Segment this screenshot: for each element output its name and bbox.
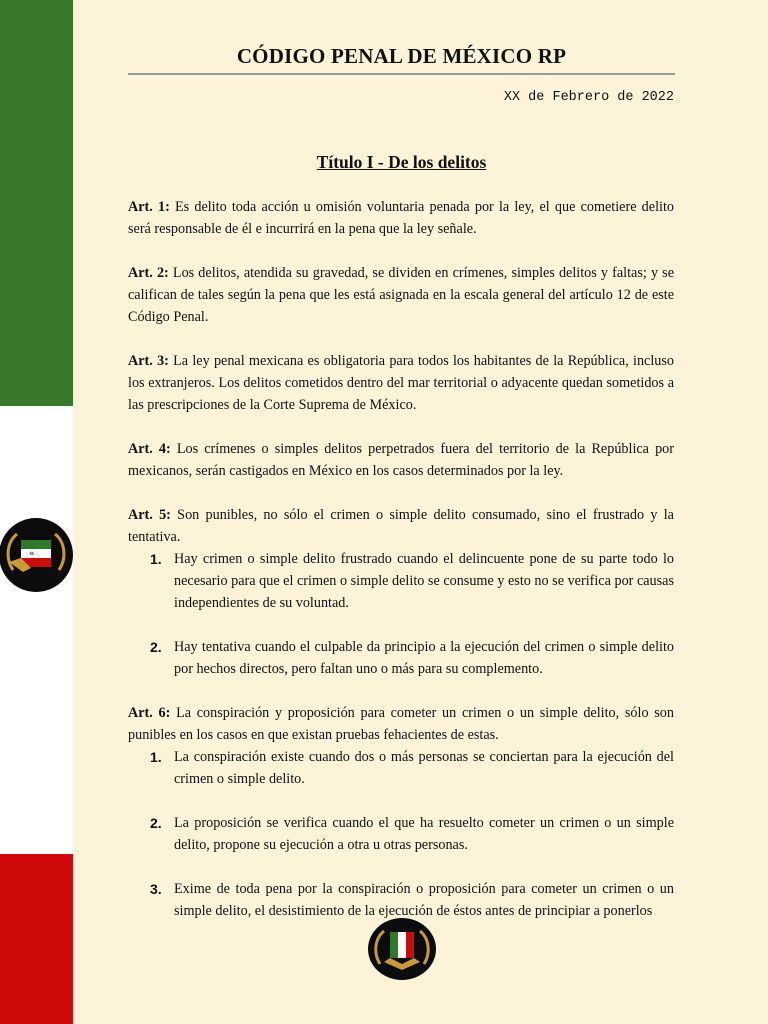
article-text: La conspiración y proposición para cometer un crimen o un simple delito, sólo son punibles en los casos en que existan pruebas fehacientes de estas.: [128, 705, 674, 743]
articles-body: [128, 196, 674, 922]
article-1: [128, 196, 674, 240]
article-text: Los crímenes o simples delitos perpetrados fuera del territorio de la República por mexicanos, serán castigados en México en los casos determinados por la ley.: [128, 441, 674, 479]
section-title: Título I - De los delitos: [316, 152, 487, 172]
list-item: [128, 746, 674, 790]
document-date: XX de Febrero de 2022: [503, 90, 674, 105]
list-number: 2.: [150, 815, 162, 831]
list-item: [128, 878, 674, 922]
article-4: [128, 438, 674, 482]
list-number: 2.: [150, 639, 162, 655]
article-6-list: [128, 746, 674, 922]
document-title: CÓDIGO PENAL DE MÉXICO RP: [236, 44, 567, 68]
article-label: Art. 6:: [128, 705, 171, 721]
article-5-list: [128, 548, 674, 680]
list-item-text: La proposición se verifica cuando el que ha resuelto cometer un crimen o un simple delito, propone su ejecución a otra u otras personas.: [174, 815, 674, 853]
article-text: Los delitos, atendida su gravedad, se dividen en crímenes, simples delitos y faltas; y se califican de tales según la pena que les está asignada en la escala general del artículo 12 de este Código Penal.: [128, 265, 674, 325]
list-item-text: Exime de toda pena por la conspiración o proposición para cometer un crimen o un simple delito, el desistimiento de la ejecución de éstos antes de principiar a ponerlos: [174, 881, 674, 919]
list-number: 1.: [150, 551, 162, 567]
list-item: [128, 812, 674, 856]
emblem-seal-icon: [0, 518, 73, 592]
article-label: Art. 5:: [128, 507, 171, 523]
article-text: Es delito toda acción u omisión voluntaria penada por la ley, el que cometiere delito será responsable de él e incurrirá en la pena que la ley señale.: [128, 199, 674, 237]
list-item-text: Hay crimen o simple delito frustrado cuando el delincuente pone de su parte todo lo necesario para que el crimen o simple delito se consume y esto no se verifica por causas independientes de su voluntad.: [174, 551, 674, 611]
article-2: [128, 262, 674, 328]
list-item-text: Hay tentativa cuando el culpable da principio a la ejecución del crimen o simple delito por hechos directos, pero faltan uno o más para su complemento.: [174, 639, 674, 677]
svg-text:«: «: [29, 549, 35, 559]
article-5: [128, 504, 674, 680]
flag-stripe-white: [0, 406, 73, 854]
article-text: La ley penal mexicana es obligatoria para todos los habitantes de la República, incluso los extranjeros. Los delitos cometidos dentro del mar territorial o adyacente quedan sometidos a las prescripciones de la Corte Suprema de México.: [128, 353, 674, 413]
list-item-text: La conspiración existe cuando dos o más personas se conciertan para la ejecución del crimen o simple delito.: [174, 749, 674, 787]
article-label: Art. 3:: [128, 353, 169, 369]
list-item: [128, 636, 674, 680]
list-number: 1.: [150, 749, 162, 765]
article-6: [128, 702, 674, 922]
flag-stripe-red: [0, 854, 73, 1024]
article-label: Art. 1:: [128, 199, 170, 215]
list-item: [128, 548, 674, 614]
article-label: Art. 2:: [128, 265, 169, 281]
article-text: Son punibles, no sólo el crimen o simple delito consumado, sino el frustrado y la tentativa.: [128, 507, 674, 545]
footer-seal-icon: [368, 918, 436, 980]
article-3: [128, 350, 674, 416]
list-number: 3.: [150, 881, 162, 897]
title-divider: [128, 73, 675, 75]
article-label: Art. 4:: [128, 441, 171, 457]
flag-stripe-green: [0, 0, 73, 406]
